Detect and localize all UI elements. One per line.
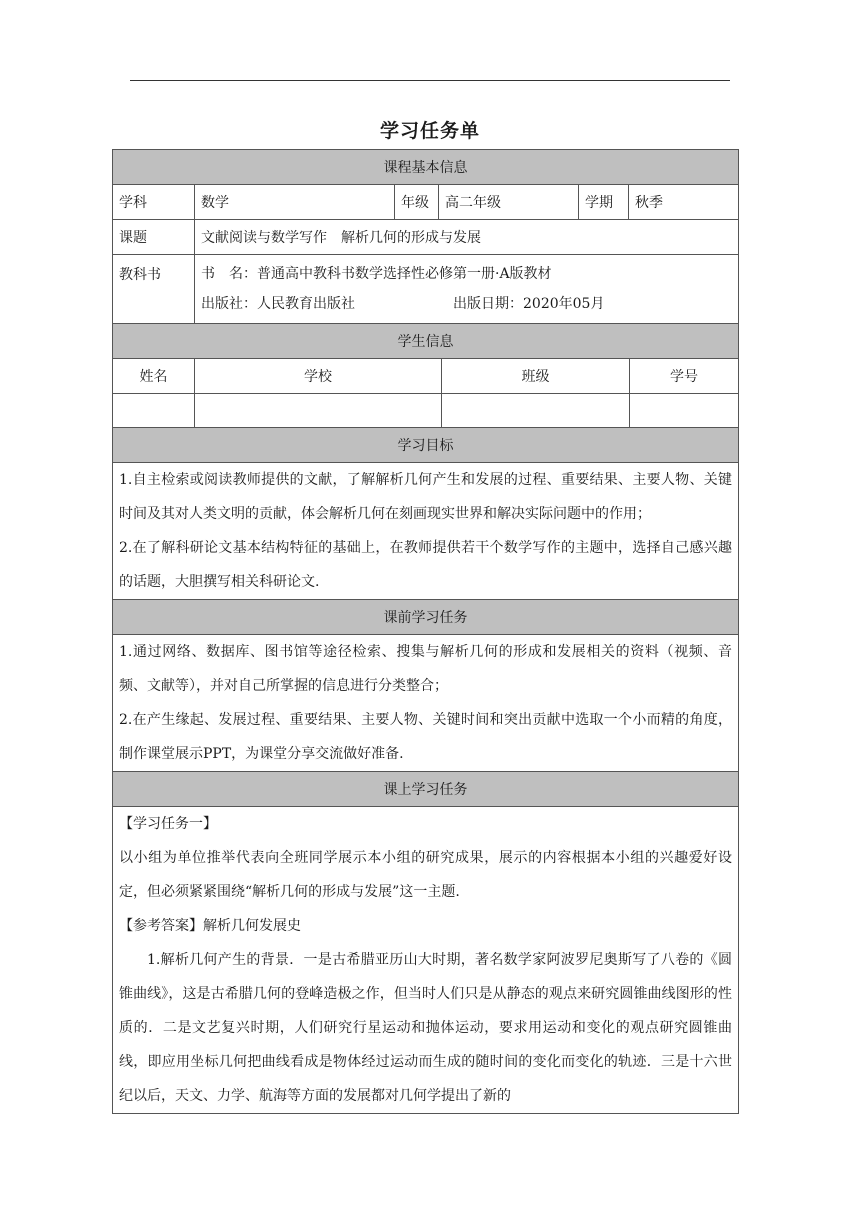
grade-label: 年级 — [395, 185, 439, 220]
section-student-info: 学生信息 — [113, 324, 739, 359]
document-title: 学习任务单 — [379, 120, 480, 142]
publisher: 出版社：人民教育出版社 — [201, 296, 355, 312]
col-school: 学校 — [195, 359, 442, 394]
pre-class-item: 2.在产生缘起、发展过程、重要结果、主要人物、关键时间和突出贡献中选取一个小而精的角度，制作课堂展示PPT，为课堂分享交流做好准备. — [119, 712, 732, 762]
answer-title: 【参考答案】解析几何发展史 — [119, 918, 301, 934]
topic-value: 文献阅读与数学写作 解析几何的形成与发展 — [195, 220, 739, 255]
term-value: 秋季 — [629, 185, 739, 220]
school-blank[interactable] — [195, 394, 442, 429]
section-basic-info: 课程基本信息 — [113, 150, 739, 185]
objective-item: 1.自主检索或阅读教师提供的文献，了解解析几何产生和发展的过程、重要结果、主要人物、关键时间及其对人类文明的贡献，体会解析几何在刻画现实世界和解决实际问题中的作用； — [119, 472, 732, 522]
book-name: 书 名：普通高中教科书数学选择性必修第一册·A版教材 — [201, 266, 552, 282]
student-id-blank[interactable] — [630, 394, 739, 429]
subject-value: 数学 — [195, 185, 395, 220]
publish-date: 出版日期：2020年05月 — [453, 296, 605, 312]
subject-label: 学科 — [113, 185, 195, 220]
term-label: 学期 — [579, 185, 629, 220]
objectives-content — [113, 463, 739, 600]
section-pre-class: 课前学习任务 — [113, 600, 739, 635]
in-class-content — [113, 807, 739, 1114]
student-info-table — [112, 323, 739, 429]
task-sheet-table — [112, 149, 739, 324]
col-class: 班级 — [442, 359, 630, 394]
header-rule — [130, 80, 730, 81]
answer-text: 1.解析几何产生的背景．一是古希腊亚历山大时期，著名数学家阿波罗尼奥斯写了八卷的《圆锥曲线》，这是古希腊几何的登峰造极之作，但当时人们只是从静态的观点来研究圆锥曲线图形的性质的．二是文艺复兴时期，人们研究行星运动和抛体运动，要求用运动和变化的观点研究圆锥曲线，即应用坐标几何把曲线看成是物体经过运动而生成的随时间的变化而变化的轨迹．三是十六世纪以后，天文、力学、航海等方面的发展都对几何学提出了新的 — [119, 952, 732, 1104]
task-one-text: 以小组为单位推举代表向全班同学展示本小组的研究成果，展示的内容根据本小组的兴趣爱好设定，但必须紧紧围绕“解析几何的形成与发展”这一主题. — [119, 850, 732, 900]
pre-class-item: 1.通过网络、数据库、图书馆等途径检索、搜集与解析几何的形成和发展相关的资料（视频、音频、文献等），并对自己所掌握的信息进行分类整合； — [119, 644, 732, 694]
col-student-id: 学号 — [630, 359, 739, 394]
publisher-line — [201, 289, 732, 319]
pre-class-content — [113, 635, 739, 772]
textbook-info — [195, 255, 739, 324]
objective-item: 2.在了解科研论文基本结构特征的基础上，在教师提供若干个数学写作的主题中，选择自己感兴趣的话题，大胆撰写相关科研论文. — [119, 540, 732, 590]
name-blank[interactable] — [113, 394, 195, 429]
textbook-label: 教科书 — [113, 255, 195, 324]
task-one-title: 【学习任务一】 — [119, 816, 217, 832]
col-name: 姓名 — [113, 359, 195, 394]
topic-label: 课题 — [113, 220, 195, 255]
section-objectives: 学习目标 — [113, 428, 739, 463]
class-blank[interactable] — [442, 394, 630, 429]
grade-value: 高二年级 — [439, 185, 579, 220]
section-in-class: 课上学习任务 — [113, 772, 739, 807]
content-table — [112, 427, 739, 1114]
